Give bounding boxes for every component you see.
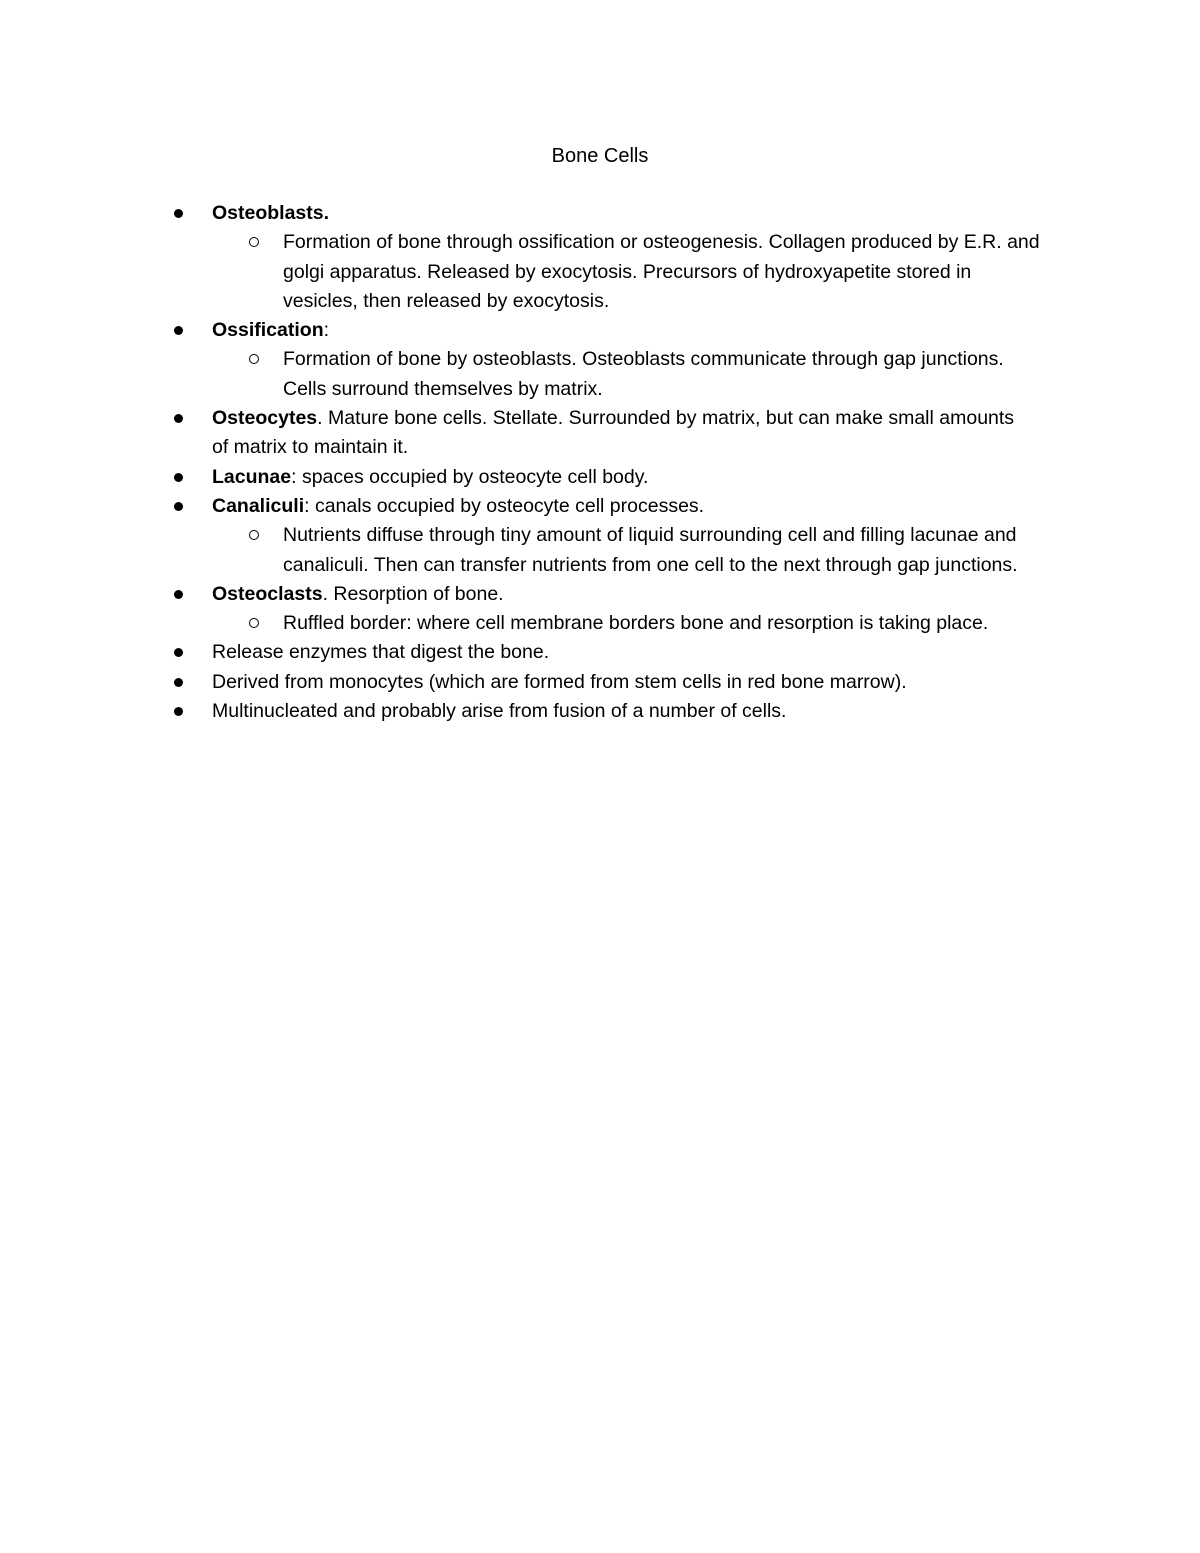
bullet-icon	[174, 678, 183, 687]
item-text: Release enzymes that digest the bone.	[212, 641, 550, 664]
sub-list-item	[0, 521, 1200, 580]
bullet-icon	[174, 209, 183, 218]
item-term: Ossification	[212, 319, 324, 342]
sub-item-text: Nutrients diffuse through tiny amount of liquid surrounding cell and filling lacunae and canaliculi. Then can transfer nutrients from one cell to the next through gap junctions.	[283, 524, 1018, 576]
item-term: Osteoblasts.	[212, 202, 330, 224]
list-item	[0, 492, 1200, 521]
bullet-icon	[174, 414, 183, 423]
sub-item-text: Ruffled border: where cell membrane borders bone and resorption is taking place.	[283, 612, 989, 635]
list-item	[0, 199, 1200, 228]
bullet-icon	[174, 648, 183, 657]
hollow-bullet-icon	[249, 618, 259, 628]
list-item	[0, 697, 1200, 726]
bullet-icon	[174, 590, 183, 599]
sub-list-item	[0, 228, 1200, 316]
bullet-icon	[174, 707, 183, 716]
list-item	[0, 404, 1200, 463]
hollow-bullet-icon	[249, 354, 259, 364]
bullet-icon	[174, 502, 183, 511]
sub-list-item	[0, 609, 1200, 638]
item-text: Derived from monocytes (which are formed from stem cells in red bone marrow).	[212, 670, 907, 693]
bullet-list	[0, 199, 1200, 726]
item-text: Multinucleated and probably arise from fusion of a number of cells.	[212, 700, 787, 723]
item-term: Lacunae	[212, 465, 292, 488]
list-item	[0, 580, 1200, 609]
page-title: Bone Cells	[551, 145, 649, 167]
hollow-bullet-icon	[249, 530, 259, 540]
item-text: :	[323, 319, 330, 342]
item-term: Canaliculi	[212, 494, 305, 517]
item-text: . Resorption of bone.	[322, 582, 504, 605]
sub-item-text: Formation of bone by osteoblasts. Osteoblasts communicate through gap junctions. Cells surround themselves by matrix.	[283, 348, 1004, 400]
item-term: Osteocytes	[212, 407, 318, 430]
item-text: : spaces occupied by osteocyte cell body.	[291, 465, 649, 488]
list-item	[0, 668, 1200, 697]
list-item	[0, 638, 1200, 667]
hollow-bullet-icon	[249, 237, 259, 247]
item-text: : canals occupied by osteocyte cell processes.	[304, 494, 705, 517]
list-item	[0, 463, 1200, 492]
item-text: . Mature bone cells. Stellate. Surrounded by matrix, but can make small amounts of matrix to maintain it.	[212, 407, 1015, 459]
bullet-icon	[174, 473, 183, 482]
bullet-icon	[174, 326, 183, 335]
sub-list-item	[0, 345, 1200, 404]
list-item	[0, 316, 1200, 345]
sub-item-text: Formation of bone through ossification or osteogenesis. Collagen produced by E.R. and golgi apparatus. Released by exocytosis. Precursors of hydroxyapetite stored in vesicles, then released by exocytosis.	[283, 231, 1040, 312]
item-term: Osteoclasts	[212, 582, 323, 605]
